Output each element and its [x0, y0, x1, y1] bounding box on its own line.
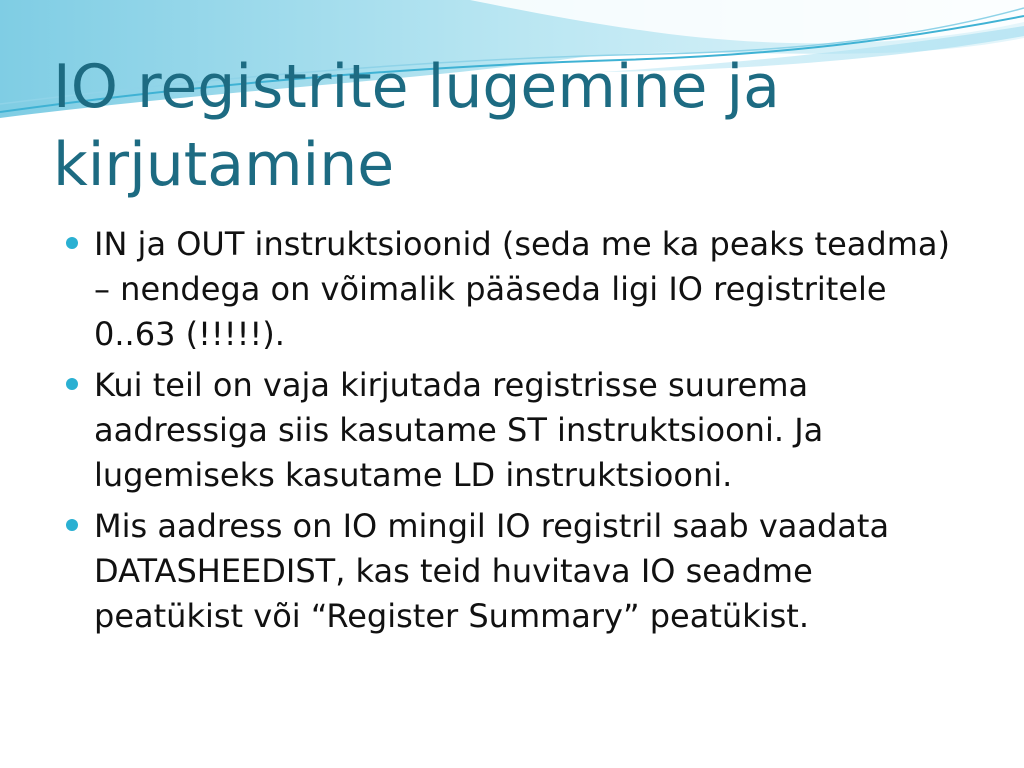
bullet-text: Kui teil on vaja kirjutada registrisse suurema aadressiga siis kasutame ST instruktsiooni. Ja lugemiseks kasutame LD instruktsiooni.: [94, 366, 824, 494]
bullet-dot-icon: [66, 519, 78, 531]
bullet-item: [66, 363, 966, 498]
slide-title: IO registrite lugemine ja kirjutamine: [53, 52, 780, 200]
bullet-dot-icon: [66, 378, 78, 390]
bullet-text: IN ja OUT instruktsioonid (seda me ka peaks teadma) – nendega on võimalik pääseda ligi IO registritele 0..63 (!!!!!).: [94, 225, 950, 353]
bullet-dot-icon: [66, 237, 78, 249]
bullet-list: [66, 222, 966, 645]
bullet-item: [66, 504, 966, 639]
bullet-item: [66, 222, 966, 357]
bullet-text: Mis aadress on IO mingil IO registril saab vaadata DATASHEEDIST, kas teid huvitava IO seadme peatükist või “Register Summary” peatükist.: [94, 507, 890, 635]
